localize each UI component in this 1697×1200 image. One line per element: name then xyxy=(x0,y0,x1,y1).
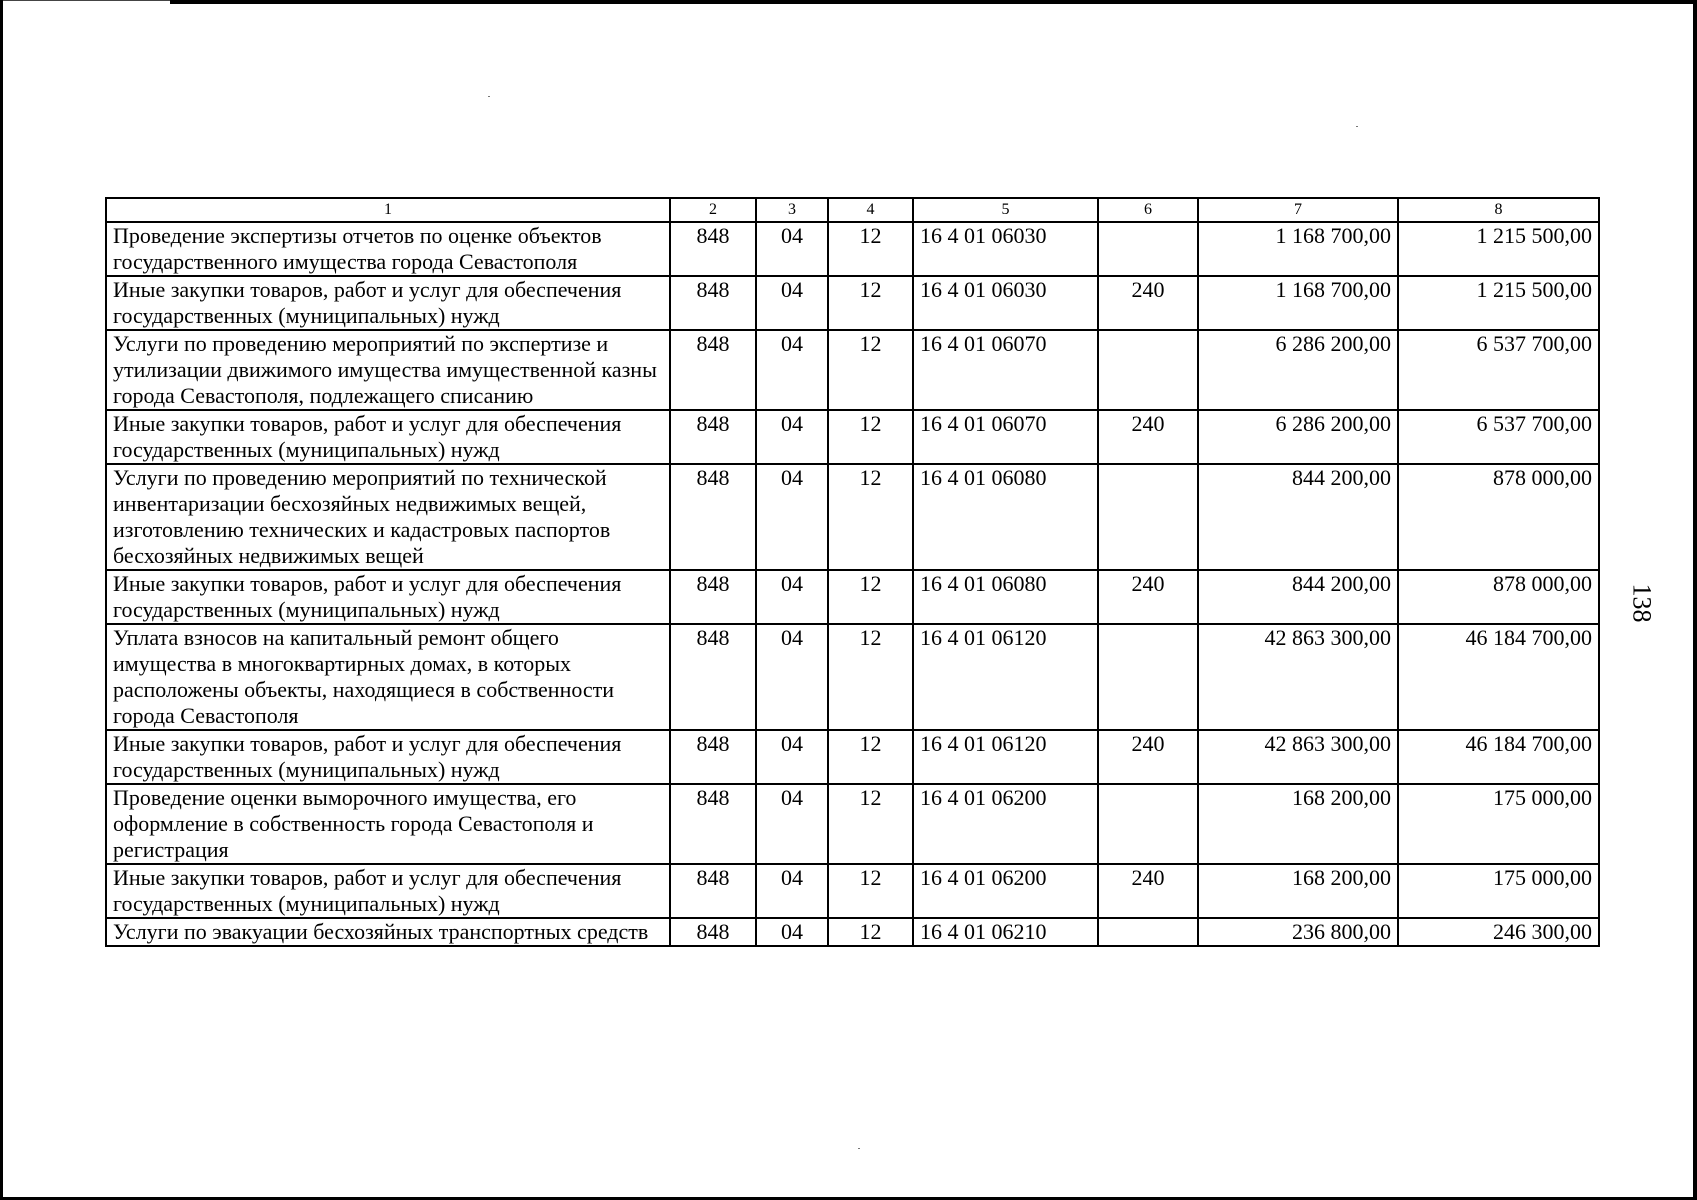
cell-section: 04 xyxy=(756,784,828,864)
cell-section: 04 xyxy=(756,864,828,918)
row-description: Проведение экспертизы отчетов по оценке объектов государственного имущества города Севастополя xyxy=(106,222,670,276)
column-header: 3 xyxy=(756,198,828,222)
table-row xyxy=(106,784,1599,864)
cell-expense-type: 240 xyxy=(1098,864,1198,918)
scan-speck xyxy=(488,96,490,97)
row-description: Уплата взносов на капитальный ремонт общего имущества в многоквартирных домах, в которых расположены объекты, находящиеся в собственности города Севастополя xyxy=(106,624,670,730)
cell-target-article: 16 4 01 06030 xyxy=(913,276,1098,330)
scan-speck xyxy=(1356,126,1358,127)
cell-amount-col8: 6 537 700,00 xyxy=(1398,410,1599,464)
row-description: Иные закупки товаров, работ и услуг для обеспечения государственных (муниципальных) нужд xyxy=(106,410,670,464)
cell-target-article: 16 4 01 06120 xyxy=(913,624,1098,730)
cell-amount-col7: 1 168 700,00 xyxy=(1198,222,1398,276)
cell-amount-col7: 236 800,00 xyxy=(1198,918,1398,946)
scan-border-left xyxy=(0,0,3,1200)
cell-target-article: 16 4 01 06080 xyxy=(913,464,1098,570)
cell-target-article: 16 4 01 06200 xyxy=(913,784,1098,864)
cell-expense-type xyxy=(1098,222,1198,276)
cell-amount-col7: 168 200,00 xyxy=(1198,864,1398,918)
row-description: Услуги по проведению мероприятий по технической инвентаризации бесхозяйных недвижимых вещей, изготовлению технических и кадастровых паспортов бесхозяйных недвижимых вещей xyxy=(106,464,670,570)
cell-ministry-code: 848 xyxy=(670,410,756,464)
cell-amount-col7: 844 200,00 xyxy=(1198,464,1398,570)
table-row xyxy=(106,330,1599,410)
cell-expense-type xyxy=(1098,624,1198,730)
cell-subsection: 12 xyxy=(828,864,913,918)
cell-section: 04 xyxy=(756,570,828,624)
cell-subsection: 12 xyxy=(828,918,913,946)
cell-expense-type xyxy=(1098,918,1198,946)
cell-target-article: 16 4 01 06070 xyxy=(913,330,1098,410)
cell-expense-type: 240 xyxy=(1098,276,1198,330)
cell-target-article: 16 4 01 06200 xyxy=(913,864,1098,918)
row-description: Иные закупки товаров, работ и услуг для обеспечения государственных (муниципальных) нужд xyxy=(106,276,670,330)
cell-section: 04 xyxy=(756,918,828,946)
row-description: Проведение оценки выморочного имущества, его оформление в собственность города Севастополя и регистрация xyxy=(106,784,670,864)
cell-amount-col8: 46 184 700,00 xyxy=(1398,624,1599,730)
cell-expense-type: 240 xyxy=(1098,570,1198,624)
column-header: 6 xyxy=(1098,198,1198,222)
column-header: 1 xyxy=(106,198,670,222)
cell-amount-col7: 6 286 200,00 xyxy=(1198,410,1398,464)
cell-target-article: 16 4 01 06030 xyxy=(913,222,1098,276)
cell-ministry-code: 848 xyxy=(670,570,756,624)
page-number: 138 xyxy=(1627,583,1657,623)
cell-subsection: 12 xyxy=(828,410,913,464)
cell-ministry-code: 848 xyxy=(670,276,756,330)
cell-amount-col7: 6 286 200,00 xyxy=(1198,330,1398,410)
cell-expense-type: 240 xyxy=(1098,410,1198,464)
cell-section: 04 xyxy=(756,464,828,570)
cell-subsection: 12 xyxy=(828,330,913,410)
cell-section: 04 xyxy=(756,410,828,464)
table-row xyxy=(106,570,1599,624)
cell-amount-col8: 46 184 700,00 xyxy=(1398,730,1599,784)
cell-subsection: 12 xyxy=(828,784,913,864)
cell-amount-col8: 6 537 700,00 xyxy=(1398,330,1599,410)
cell-subsection: 12 xyxy=(828,730,913,784)
scan-border-top xyxy=(170,0,1697,4)
cell-section: 04 xyxy=(756,730,828,784)
table-header xyxy=(106,198,1599,222)
cell-subsection: 12 xyxy=(828,464,913,570)
cell-expense-type xyxy=(1098,464,1198,570)
table-row xyxy=(106,222,1599,276)
cell-expense-type xyxy=(1098,330,1198,410)
cell-ministry-code: 848 xyxy=(670,464,756,570)
header-row xyxy=(106,198,1599,222)
row-description: Иные закупки товаров, работ и услуг для обеспечения государственных (муниципальных) нужд xyxy=(106,730,670,784)
column-header: 5 xyxy=(913,198,1098,222)
row-description: Иные закупки товаров, работ и услуг для обеспечения государственных (муниципальных) нужд xyxy=(106,570,670,624)
cell-target-article: 16 4 01 06120 xyxy=(913,730,1098,784)
column-header: 8 xyxy=(1398,198,1599,222)
cell-section: 04 xyxy=(756,330,828,410)
cell-expense-type xyxy=(1098,784,1198,864)
cell-ministry-code: 848 xyxy=(670,730,756,784)
budget-table xyxy=(105,197,1600,947)
cell-amount-col8: 1 215 500,00 xyxy=(1398,222,1599,276)
cell-amount-col8: 175 000,00 xyxy=(1398,784,1599,864)
scan-border-right xyxy=(1693,0,1697,1200)
table-row xyxy=(106,276,1599,330)
cell-target-article: 16 4 01 06080 xyxy=(913,570,1098,624)
cell-ministry-code: 848 xyxy=(670,330,756,410)
column-header: 4 xyxy=(828,198,913,222)
cell-subsection: 12 xyxy=(828,570,913,624)
cell-amount-col7: 168 200,00 xyxy=(1198,784,1398,864)
scan-speck xyxy=(858,1148,860,1149)
cell-section: 04 xyxy=(756,222,828,276)
cell-section: 04 xyxy=(756,276,828,330)
cell-amount-col8: 1 215 500,00 xyxy=(1398,276,1599,330)
table-row xyxy=(106,918,1599,946)
table-row xyxy=(106,464,1599,570)
cell-amount-col8: 878 000,00 xyxy=(1398,464,1599,570)
cell-ministry-code: 848 xyxy=(670,918,756,946)
cell-ministry-code: 848 xyxy=(670,784,756,864)
cell-amount-col7: 42 863 300,00 xyxy=(1198,624,1398,730)
cell-amount-col7: 844 200,00 xyxy=(1198,570,1398,624)
cell-amount-col7: 42 863 300,00 xyxy=(1198,730,1398,784)
cell-amount-col8: 175 000,00 xyxy=(1398,864,1599,918)
cell-ministry-code: 848 xyxy=(670,864,756,918)
cell-section: 04 xyxy=(756,624,828,730)
cell-amount-col8: 878 000,00 xyxy=(1398,570,1599,624)
table-row xyxy=(106,624,1599,730)
row-description: Услуги по проведению мероприятий по экспертизе и утилизации движимого имущества имущественной казны города Севастополя, подлежащего списанию xyxy=(106,330,670,410)
row-description: Услуги по эвакуации бесхозяйных транспортных средств xyxy=(106,918,670,946)
cell-subsection: 12 xyxy=(828,624,913,730)
cell-target-article: 16 4 01 06070 xyxy=(913,410,1098,464)
table-row xyxy=(106,410,1599,464)
cell-target-article: 16 4 01 06210 xyxy=(913,918,1098,946)
cell-subsection: 12 xyxy=(828,222,913,276)
cell-amount-col7: 1 168 700,00 xyxy=(1198,276,1398,330)
cell-amount-col8: 246 300,00 xyxy=(1398,918,1599,946)
column-header: 7 xyxy=(1198,198,1398,222)
scan-border-top-left xyxy=(0,0,170,1)
row-description: Иные закупки товаров, работ и услуг для обеспечения государственных (муниципальных) нужд xyxy=(106,864,670,918)
table-row xyxy=(106,730,1599,784)
cell-ministry-code: 848 xyxy=(670,222,756,276)
table-row xyxy=(106,864,1599,918)
cell-expense-type: 240 xyxy=(1098,730,1198,784)
cell-subsection: 12 xyxy=(828,276,913,330)
table-body xyxy=(106,222,1599,946)
column-header: 2 xyxy=(670,198,756,222)
cell-ministry-code: 848 xyxy=(670,624,756,730)
